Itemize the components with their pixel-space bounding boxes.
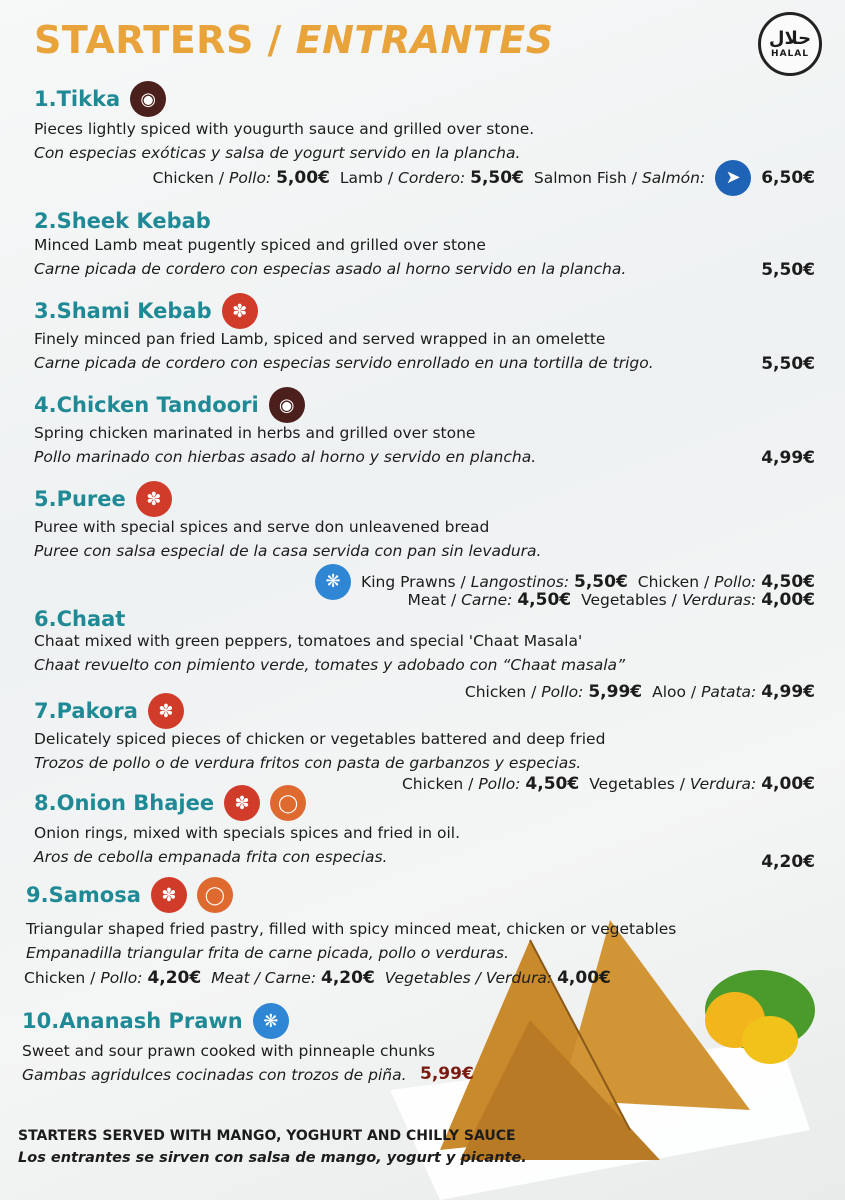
item-description-es: Carne picada de cordero con especias asado al horno servido en la plancha. xyxy=(34,260,627,278)
item-name: 7.Pakora xyxy=(34,699,138,723)
price-value: 4,20€ xyxy=(761,852,815,872)
item-description-en: Sweet and sour prawn cooked with pinneaple chunks xyxy=(22,1042,436,1060)
fish-icon: ➤ xyxy=(715,160,751,196)
item-description-en: Triangular shaped fried pastry, filled with spicy minced meat, chicken or vegetables xyxy=(26,920,677,938)
egg-icon: ◯ xyxy=(197,877,233,913)
item-description-en: Chaat mixed with green peppers, tomatoes and special 'Chaat Masala' xyxy=(34,632,583,650)
gluten-icon: ✽ xyxy=(148,693,184,729)
title-en: STARTERS / xyxy=(34,18,296,62)
price-option: Chicken / Pollo: 4,20€ xyxy=(24,968,202,988)
item-name: 9.Samosa xyxy=(26,883,141,907)
price-row xyxy=(408,588,815,612)
price-value: 6,50€ xyxy=(761,168,815,188)
price-option: Meat / Carne: 4,20€ xyxy=(211,968,375,988)
footer-note-en: STARTERS SERVED WITH MANGO, YOGHURT AND CHILLY SAUCE xyxy=(18,1128,516,1144)
item-description-en: Finely minced pan fried Lamb, spiced and served wrapped in an omelette xyxy=(34,330,606,348)
halal-arabic-text: حلال xyxy=(768,28,812,49)
page-title xyxy=(34,18,554,62)
item-description-en: Spring chicken marinated in herbs and grilled over stone xyxy=(34,424,476,442)
item-name: 1.Tikka xyxy=(34,87,121,111)
price-value: 5,50€ xyxy=(761,260,815,280)
gluten-icon: ✽ xyxy=(222,293,258,329)
price-option: Aloo / Patata: 4,99€ xyxy=(652,682,815,702)
price-option: Chicken / Pollo: 4,50€ xyxy=(637,572,815,592)
item-name: 2.Sheek Kebab xyxy=(34,209,211,233)
price-row xyxy=(465,680,815,704)
gluten-icon: ✽ xyxy=(151,877,187,913)
crab-icon: ❋ xyxy=(253,1003,289,1039)
price-option: Vegetables / Verduras: 4,00€ xyxy=(581,590,815,610)
price-option: King Prawns / Langostinos: 5,50€ xyxy=(361,572,628,592)
price-value: 5,99€ xyxy=(420,1064,474,1084)
footer-note-es: Los entrantes se sirven con salsa de mango, yogurt y picante. xyxy=(18,1150,527,1166)
halal-badge xyxy=(758,12,822,76)
item-description-es: Aros de cebolla empanada frita con especias. xyxy=(34,848,388,866)
item-description-es: Carne picada de cordero con especias servido enrollado en una tortilla de trigo. xyxy=(34,354,654,372)
item-name: 5.Puree xyxy=(34,487,126,511)
price-row xyxy=(24,966,611,990)
yogurt-icon: ◉ xyxy=(269,387,305,423)
title-es: ENTRANTES xyxy=(295,18,554,62)
price-option: Vegetables / Verdura: 4,00€ xyxy=(589,774,815,794)
price-option: Chicken / Pollo: 4,50€ xyxy=(401,774,580,794)
crab-icon: ❋ xyxy=(315,564,351,600)
price-option: Salmon Fish / Salmón: xyxy=(533,169,706,187)
footer-note xyxy=(18,1128,527,1166)
item-description-en: Minced Lamb meat pugently spiced and grilled over stone xyxy=(34,236,486,254)
item-description-en: Pieces lightly spiced with yougurth sauce and grilled over stone. xyxy=(34,120,535,138)
item-description-es: Puree con salsa especial de la casa servida con pan sin levadura. xyxy=(34,542,542,560)
item-name: 6.Chaat xyxy=(34,607,126,631)
gluten-icon: ✽ xyxy=(136,481,172,517)
egg-icon: ◯ xyxy=(270,785,306,821)
price-option: Lamb / Cordero: 5,50€ xyxy=(339,168,524,188)
item-description-es: Pollo marinado con hierbas asado al horno y servido en plancha. xyxy=(34,448,537,466)
gluten-icon: ✽ xyxy=(224,785,260,821)
price-option: Meat / Carne: 4,50€ xyxy=(407,590,572,610)
item-name: 10.Ananash Prawn xyxy=(22,1009,243,1033)
item-name: 3.Shami Kebab xyxy=(34,299,212,323)
item-description-es: Empanadilla triangular frita de carne picada, pollo o verduras. xyxy=(26,944,509,962)
item-description-en: Onion rings, mixed with specials spices and fried in oil. xyxy=(34,824,461,842)
price-option: Chicken / Pollo: 5,00€ xyxy=(152,168,330,188)
item-description-es: Trozos de pollo o de verdura fritos con pasta de garbanzos y especias. xyxy=(34,754,582,772)
yogurt-icon: ◉ xyxy=(130,81,166,117)
item-description-es: Chaat revuelto con pimiento verde, tomates y adobado con “Chaat masala” xyxy=(34,656,626,674)
item-description-en: Delicately spiced pieces of chicken or vegetables battered and deep fried xyxy=(34,730,606,748)
price-option: Chicken / Pollo: 5,99€ xyxy=(464,682,643,702)
price-value: 4,99€ xyxy=(761,448,815,468)
item-name: 8.Onion Bhajee xyxy=(34,791,215,815)
item-description-es: Gambas agridulces cocinadas con trozos de piña. xyxy=(22,1066,407,1084)
item-description-es: Con especias exóticas y salsa de yogurt servido en la plancha. xyxy=(34,144,521,162)
price-row xyxy=(153,160,815,196)
price-value: 5,50€ xyxy=(761,354,815,374)
price-option: Vegetables / Verdura: 4,00€ xyxy=(384,968,611,988)
item-name: 4.Chicken Tandoori xyxy=(34,393,259,417)
item-description-en: Puree with special spices and serve don unleavened bread xyxy=(34,518,490,536)
halal-text: HALAL xyxy=(771,49,809,59)
price-row xyxy=(402,772,815,796)
